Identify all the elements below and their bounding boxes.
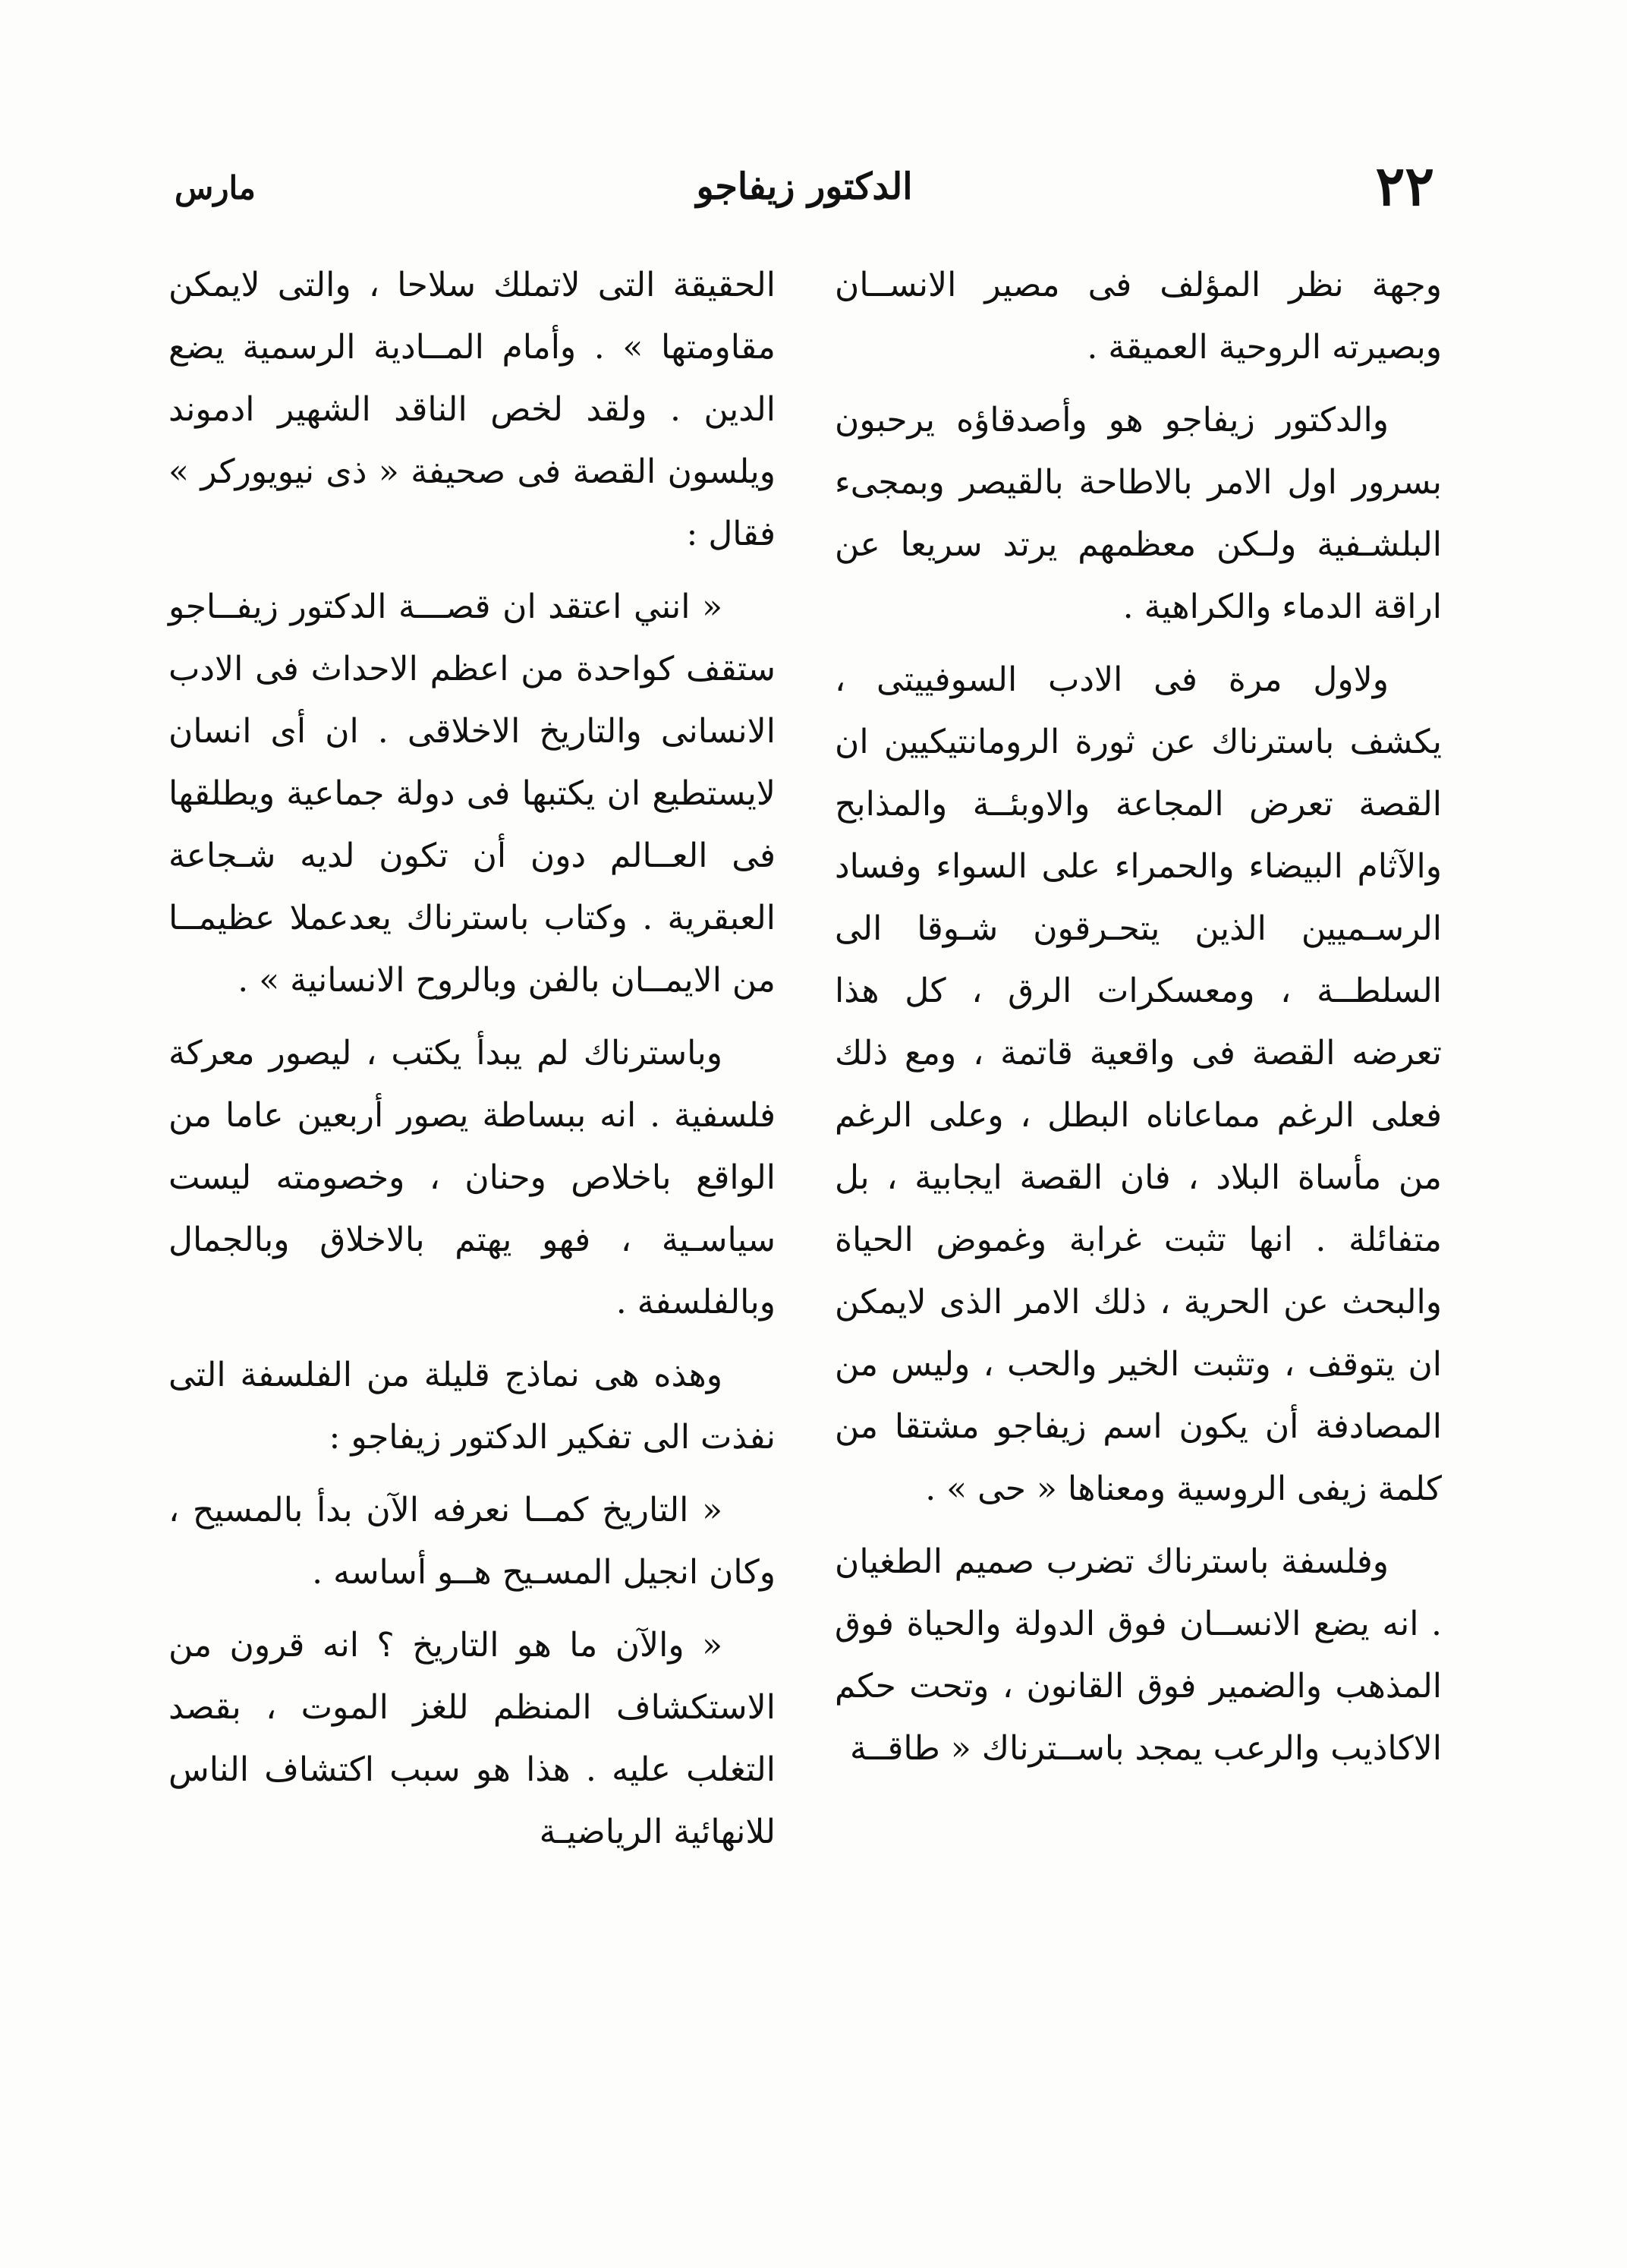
paragraph: وباسترناك لم يبدأ يكتب ، ليصور معركة فلسفية . انه ببساطة يصور أربعين عاما من الواقع باخلاص وحنان ، وخصومته ليست سياسـية ، فهو يهتم بالاخلاق وبالجمال وبالفلسفة . [168,1034,776,1321]
quote-paragraph: « التاريخ كمــا نعرفه الآن بدأ بالمسيح ، وكان انجيل المسـيح هــو أساسه . [168,1491,776,1592]
quote-paragraph: « والآن ما هو التاريخ ؟ انه قرون من الاستكشاف المنظم للغز الموت ، بقصد التغلب عليه . هذا هو سبب اكتشاف الناس للانهائية الرياضيـة [168,1626,776,1851]
paragraph: ولاول مرة فى الادب السوفييتى ، يكشف باسترناك عن ثورة الرومانتيكيين ان القصة تعرض المجاعة والاوبئــة والمذابح والآثام البيضاء والحمراء على السواء وفساد الرسـميين الذين يتحـرقون شـوقا الى السلطــة ، ومعسكرات الرق ، كل هذا تعرضه القصة فى واقعية قاتمة ، ومع ذلك فعلى الرغم مماعاناه البطل ، وعلى الرغم من مأساة البلاد ، فان القصة ايجابية ، بل متفائلة . انها تثبت غرابة وغموض الحياة والبحث عن الحرية ، ذلك الامر الذى لايمكن ان يتوقف ، وتثبت الخير والحب ، وليس من المصادفة أن يكون اسم زيفاجو مشتقا من كلمة زيفى الروسية ومعناها « حى » . [835,660,1442,1508]
page-number: ٢٢ [1375,153,1434,218]
paragraph: وفلسفة باسترناك تضرب صميم الطغيان . انه يضع الانســان فوق الدولة والحياة فوق المذهب والضمير فوق القانون ، وتحت حكم الاكاذيب والرعب يمجد باســترناك « طاقــة [835,1542,1442,1768]
quote-paragraph: « انني اعتقد ان قصـــة الدكتور زيفــاجو ستقف كواحدة من اعظم الاحداث فى الادب الانسانى والتاريخ الاخلاقى . ان أى انسان لايستطيع ان يكتبها فى دولة جماعية ويطلقها فى العــالم دون أن تكون لديه شـجاعة العبقرية . وكتاب باسترناك يعدعملا عظيمــا من الايمــان بالفن وبالروح الانسانية » . [168,587,776,1000]
running-title: الدكتور زيفاجو [696,165,913,208]
issue-month: مارس [175,169,256,206]
paragraph: الحقيقة التى لاتملك سلاحا ، والتى لايمكن مقاومتها » . وأمام المــادية الرسمية يضع الدين . ولقد لخص الناقد الشهير ادموند ويلسون القصة فى صحيفة « ذى نيويوركر » فقال : [168,266,776,553]
text-column-right [835,254,1442,2091]
paragraph: وجهة نظر المؤلف فى مصير الانســان وبصيرته الروحية العميقة . [835,266,1442,367]
paragraph: وهذه هى نماذج قليلة من الفلسفة التى نفذت الى تفكير الدكتور زيفاجو : [168,1356,776,1457]
page-header [175,152,1434,220]
paragraph: والدكتور زيفاجو هو وأصدقاؤه يرحبون بسرور اول الامر بالاطاحة بالقيصر وبمجىء البلشـفية ولـكن معظمهم يرتد سريعا عن اراقة الدماء والكراهية . [835,401,1442,626]
text-column-left [168,254,776,2091]
